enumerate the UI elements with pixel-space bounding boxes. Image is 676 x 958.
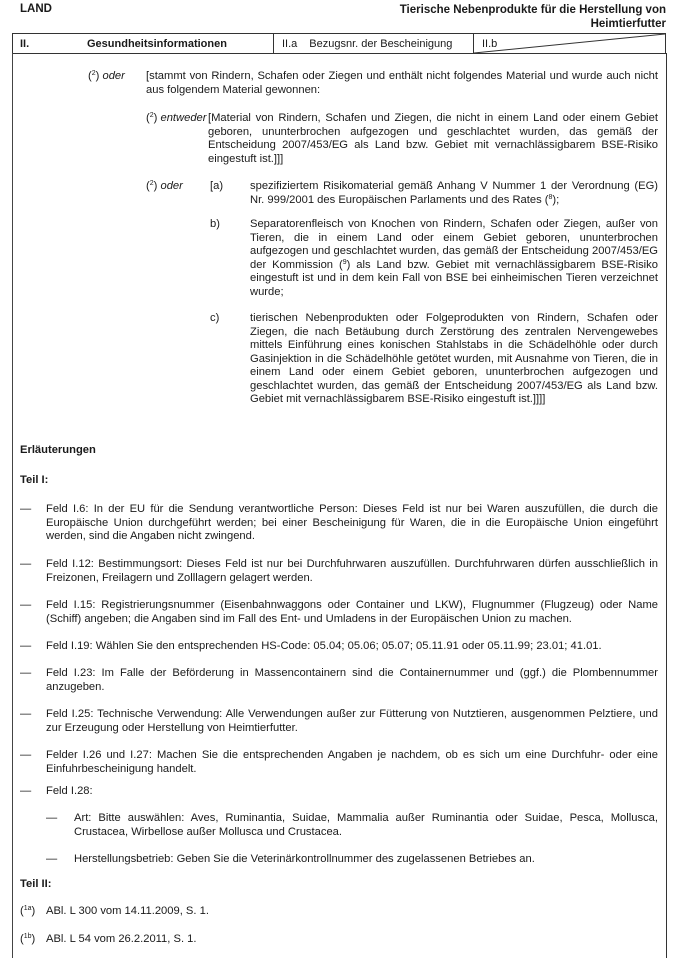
ref-code: II.a [282, 37, 298, 50]
reference-cell [274, 34, 474, 53]
footnote-1b-marker: ($^{1b}$) [20, 933, 36, 945]
note-field-i23: Feld I.23: Im Falle der Beförderung in Massencontainern sind die Containernummer und (ggf.) die Plombennummer anzugeben. [46, 667, 658, 693]
diagonal-strike-icon [474, 34, 665, 53]
note-field-i19: Feld I.19: Wählen Sie den entsprechenden HS-Code: 05.04; 05.06; 05.07; 05.11.91 oder 05.11.99; 23.01; 41.01. [46, 640, 602, 652]
footnote-1a-marker: ($^{1a}$) [20, 905, 36, 917]
dash-icon: — [20, 749, 32, 761]
footnote-1b-text: ABl. L 54 vom 26.2.2011, S. 1. [46, 933, 197, 945]
iib-code: II.b [482, 37, 498, 50]
dash-icon: — [46, 853, 58, 865]
dash-icon: — [20, 640, 32, 652]
item-a-text: spezifiziertem Risikomaterial gemäß Anhang V Nummer 1 der Verordnung (EG) Nr. 999/2001 des Europäischen Parlaments und des Rates ($^8$); [250, 180, 658, 206]
item-a-label: [a) [210, 180, 224, 192]
item-b-label: b) [210, 218, 220, 230]
note-field-i6: Feld I.6: In der EU für die Sendung verantwortliche Person: Dieses Feld ist nur bei Waren auszufüllen, die durch die Europäische Union durchgeführt werden; bei einer Bescheinigung für Waren, die in die Europäische Union eingeführt werden, sind die Angaben nicht zwingend. [46, 503, 658, 542]
note-field-i25: Feld I.25: Technische Verwendung: Alle Verwendungen außer zur Fütterung von Nutztieren, ausgenommen Pelztiere, und zur Erzeugung oder Herstellung von Heimtierfutter. [46, 708, 658, 734]
oder-marker-1: ($^2$) oder [88, 70, 125, 82]
document-title: Tierische Nebenprodukte für die Herstellung von Heimtierfutter [399, 4, 666, 30]
note-field-i15: Feld I.15: Registrierungsnummer (Eisenbahnwaggons oder Container und LKW), Flugnummer (Flugzeug) oder Name (Schiff) angeben; die Angaben sind im Fall des Ent- und Umladens in der Europäischen Union zu machen. [46, 599, 658, 625]
part2-heading: Teil II: [20, 878, 52, 890]
dash-icon: — [20, 558, 32, 570]
dash-icon: — [46, 812, 58, 824]
footnote-1a-text: ABl. L 300 vom 14.11.2009, S. 1. [46, 905, 209, 917]
entweder-text: [Material von Rindern, Schafen und Ziegen, die nicht in einem Land oder einem Gebiet geboren, ununterbrochen aufgezogen und geschlachtet wurden, das gemäß der Entscheidung 2007/453/EG als Land bzw. Gebiet mit vernachlässigbarem BSE-Risiko eingestuft ist.]]] [208, 112, 658, 165]
dash-icon: — [20, 503, 32, 515]
section-header-table [12, 33, 666, 54]
notes-heading: Erläuterungen [20, 444, 96, 456]
country-label: LAND [20, 3, 52, 15]
item-b-text: Separatorenfleisch von Knochen von Rindern, Schafen oder Ziegen, außer von Tieren, die in einem Land oder einem Gebiet geboren, ununterbrochen aufgezogen und geschlachtet wurden, das gemäß der Entscheidung 2007/453/EG der Kommission ($^9$) als Land bzw. Gebiet mit vernachlässigbarem BSE-Risiko eingestuft ist und in dem kein Fall von BSE bei einheimischen Tieren verzeichnet wurde; [250, 218, 658, 298]
note-field-i28-art: Art: Bitte auswählen: Aves, Ruminantia, Suidae, Mammalia außer Ruminantia oder Suidae, Pesca, Mollusca, Crustacea, Wirbellose außer Mollusca und Crustacea. [74, 812, 658, 838]
oder-text-1: [stammt von Rindern, Schafen oder Ziegen und enthält nicht folgendes Material und wurde auch nicht aus folgendem Material gewonnen: [146, 70, 658, 96]
note-field-i26-i27: Felder I.26 und I.27: Machen Sie die entsprechenden Angaben je nachdem, ob es sich um eine Durchfuhr- oder eine Einfuhrbescheinigung handelt. [46, 749, 658, 775]
item-c-text: tierischen Nebenprodukten oder Folgeprodukten von Rindern, Schafen oder Ziegen, die nach Betäubung durch Zerstörung des zentralen Nervengewebes mittels Einführung eines konischen Stahlstabs in die Schädelhöhle oder durch Gasinjektion in die Schädelhöhle getötet wurden, mit Ausnahme von Tieren, die in einem Land oder einem Gebiet geboren, ununterbrochen aufgezogen und geschlachtet wurden, das gemäß der Entscheidung 2007/453/EG als Land bzw. Gebiet mit vernachlässigbarem BSE-Risiko eingestuft ist.]]]] [250, 312, 658, 405]
note-field-i12: Feld I.12: Bestimmungsort: Dieses Feld ist nur bei Durchfuhrwaren auszufüllen. Durchfuhrwaren dürfen ausschließlich in Freizonen, Freilagern und Zolllagern gelagert werden. [46, 558, 658, 584]
iib-cell [474, 34, 665, 53]
part1-heading: Teil I: [20, 474, 49, 486]
section-code: II. [20, 37, 30, 50]
item-c-label: c) [210, 312, 220, 324]
note-field-i28-betrieb: Herstellungsbetrieb: Geben Sie die Veterinärkontrollnummer des zugelassenen Betriebes an. [74, 853, 535, 865]
oder-marker-2: ($^2$) oder [146, 180, 183, 192]
dash-icon: — [20, 785, 32, 797]
dash-icon: — [20, 667, 32, 679]
dash-icon: — [20, 708, 32, 720]
dash-icon: — [20, 599, 32, 611]
note-field-i28: Feld I.28: [46, 785, 93, 797]
ref-label: Bezugsnr. der Bescheinigung [309, 37, 453, 50]
section-title: Gesundheitsinformationen [87, 34, 274, 53]
entweder-marker: ($^2$) entweder [146, 112, 207, 124]
